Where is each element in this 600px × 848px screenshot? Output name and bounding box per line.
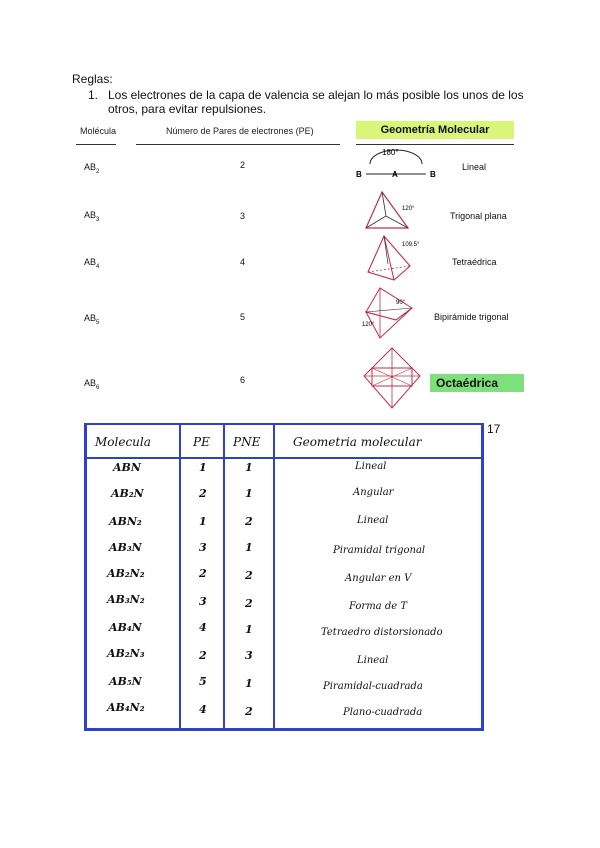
hw-molecule: AB₂N₃ — [107, 647, 145, 660]
shape-lineal: Lineal — [462, 162, 487, 172]
angle-120: 120° — [362, 322, 375, 328]
hw-molecule: AB₅N — [109, 675, 142, 688]
hw-geometry: Angular — [353, 487, 394, 498]
hw-pe: 1 — [199, 515, 207, 528]
hw-molecule: AB₄N₂ — [107, 701, 145, 714]
shape-bipiramide: Bipirámide trigonal — [434, 312, 509, 322]
hw-pe: 3 — [199, 595, 207, 608]
hw-header-molecule: Molecula — [95, 435, 151, 449]
hw-molecule: ABN — [113, 461, 141, 474]
hw-geometry: Lineal — [355, 461, 387, 472]
molecule-ab2: $AB_2$ — [84, 162, 100, 175]
header-geometry: Geometría Molecular — [356, 121, 514, 139]
pe-value: 2 — [240, 160, 246, 170]
molecule-ab3: $AB_3$ — [84, 210, 100, 223]
rule-text: Los electrones de la capa de valencia se alejan lo más posible los unos de los otros, para evitar repulsiones. — [108, 88, 524, 116]
hw-pne: 2 — [245, 569, 253, 582]
hw-pne: 3 — [245, 649, 253, 662]
header-divider — [87, 457, 481, 459]
hw-pe: 2 — [199, 567, 207, 580]
octahedral-diagram — [358, 346, 428, 410]
tetrahedral-diagram — [364, 234, 426, 284]
hw-pe: 5 — [199, 675, 207, 688]
hw-molecule: ABN₂ — [109, 515, 142, 528]
hw-pe: 4 — [199, 621, 207, 634]
hw-pne: 2 — [245, 515, 253, 528]
column-divider — [223, 425, 225, 728]
atom-b-right: B — [430, 170, 436, 179]
page-number: 17 — [487, 422, 501, 436]
angle-109: 109.5° — [402, 242, 420, 248]
pe-value: 3 — [240, 211, 246, 221]
column-divider — [273, 425, 275, 728]
atom-a: A — [392, 170, 398, 179]
column-divider — [179, 425, 181, 728]
hw-pne: 1 — [245, 541, 253, 554]
hw-molecule: AB₂N — [111, 487, 144, 500]
hw-pne: 1 — [245, 487, 253, 500]
atom-b-left: B — [356, 170, 362, 179]
rules-title: Reglas: — [72, 72, 113, 86]
hw-pne: 1 — [245, 623, 253, 636]
hw-pne: 2 — [245, 597, 253, 610]
hw-pe: 3 — [199, 541, 207, 554]
hw-header-pne: PNE — [233, 435, 261, 449]
hw-geometry: Angular en V — [345, 573, 412, 584]
hw-geometry: Forma de T — [349, 601, 407, 612]
hw-molecule: AB₃N — [109, 541, 142, 554]
angle-180: 180° — [382, 148, 399, 157]
molecule-ab4: $AB_4$ — [84, 257, 100, 270]
shape-octaedrica: Octaédrica — [430, 374, 524, 392]
pe-value: 4 — [240, 257, 246, 267]
pe-value: 5 — [240, 312, 246, 322]
header-molecule: Molécula — [80, 126, 117, 136]
shape-trigonal-plana: Trigonal plana — [450, 211, 507, 221]
header-pairs: Número de Pares de electrones (PE) — [166, 126, 314, 136]
header-rule — [76, 144, 116, 145]
hw-header-pe: PE — [193, 435, 210, 449]
hw-geometry: Plano-cuadrada — [343, 707, 423, 718]
hw-molecule: AB₃N₂ — [107, 593, 145, 606]
trigonal-planar-diagram — [362, 188, 426, 232]
trigonal-bipyramid-diagram — [360, 286, 426, 342]
angle-90: 90° — [396, 300, 406, 306]
header-rule — [356, 144, 514, 145]
rule-number: 1. — [88, 88, 99, 102]
hw-pe: 4 — [199, 703, 207, 716]
hw-molecule: AB₂N₂ — [107, 567, 145, 580]
hw-pe: 2 — [199, 649, 207, 662]
molecule-ab5: $AB_5$ — [84, 313, 100, 326]
molecule-ab6: $AB_6$ — [84, 378, 100, 391]
shape-tetraedrica: Tetraédrica — [452, 257, 497, 267]
hw-molecule: AB₄N — [109, 621, 142, 634]
hw-pne: 1 — [245, 461, 253, 474]
hw-geometry: Lineal — [357, 655, 389, 666]
angle-120: 120° — [402, 206, 415, 212]
hw-header-geometry: Geometria molecular — [293, 435, 422, 449]
hw-pe: 2 — [199, 487, 207, 500]
hw-pne: 2 — [245, 705, 253, 718]
linear-geometry-diagram — [352, 146, 440, 182]
hw-pne: 1 — [245, 677, 253, 690]
handwritten-table — [84, 423, 484, 731]
hw-geometry: Piramidal trigonal — [333, 545, 426, 556]
hw-geometry: Tetraedro distorsionado — [321, 627, 443, 638]
hw-geometry: Lineal — [357, 515, 389, 526]
pe-value: 6 — [240, 375, 246, 385]
hw-pe: 1 — [199, 461, 207, 474]
hw-geometry: Piramidal-cuadrada — [323, 681, 423, 692]
header-rule — [136, 144, 340, 145]
